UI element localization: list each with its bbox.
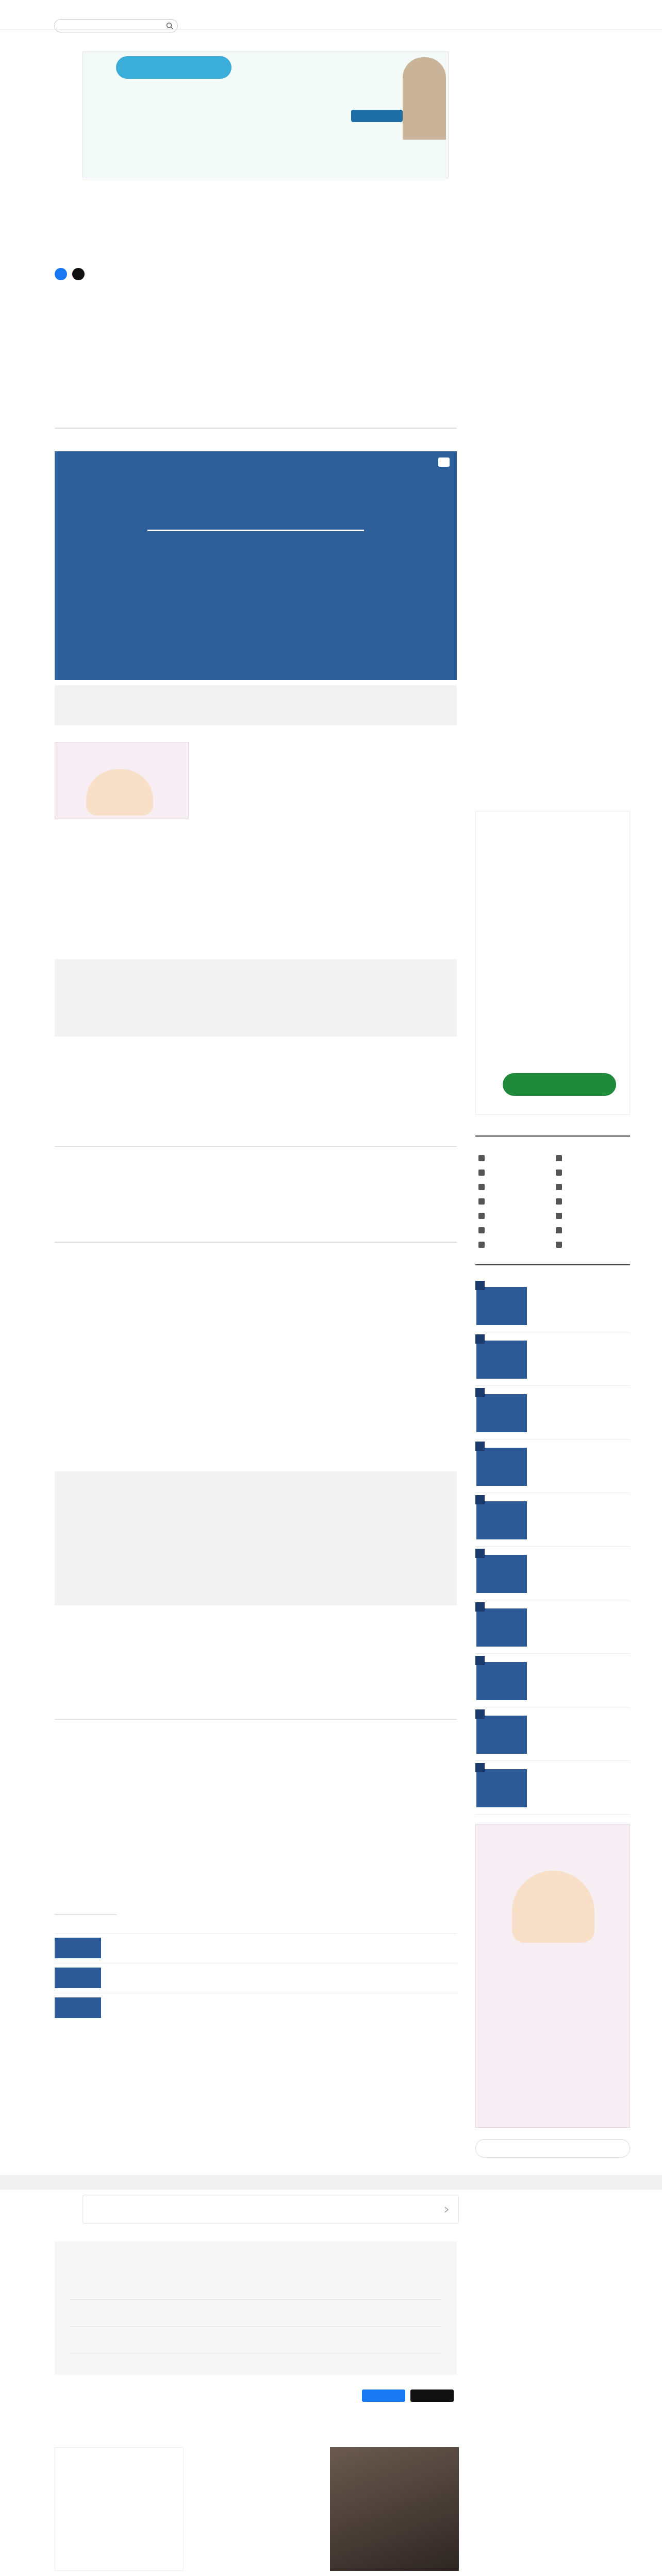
- card-image: [55, 2447, 184, 2571]
- category-link[interactable]: [553, 1166, 625, 1179]
- gallery-icon[interactable]: [438, 457, 450, 467]
- rank-number: [475, 1549, 485, 1558]
- rank-number: [475, 1388, 485, 1397]
- problem-caption: [55, 685, 457, 725]
- category-link[interactable]: [475, 1166, 548, 1179]
- category-link[interactable]: [553, 1239, 625, 1251]
- star-icon: [556, 1155, 562, 1161]
- section-heading-explain: [55, 1236, 457, 1243]
- category-link[interactable]: [553, 1181, 625, 1193]
- category-link[interactable]: [553, 1152, 625, 1164]
- related-article-link[interactable]: [55, 1933, 457, 1962]
- facebook-share-icon[interactable]: [55, 268, 67, 280]
- category-link[interactable]: [475, 1195, 548, 1208]
- ranking-item[interactable]: [475, 1656, 630, 1707]
- ranking-thumb: [476, 1394, 527, 1432]
- next-article-bar[interactable]: [82, 2195, 459, 2224]
- ranking-thumb: [476, 1448, 527, 1486]
- ranking-heading: [475, 1260, 630, 1265]
- ranking-thumb: [476, 1287, 527, 1325]
- related-thumb: [55, 1997, 101, 2018]
- ranking-thumb: [476, 1608, 527, 1647]
- section-heading-summary: [55, 1714, 457, 1720]
- rank-number: [475, 1656, 485, 1665]
- x-share-button[interactable]: [410, 2389, 454, 2402]
- manga-ad[interactable]: [55, 742, 189, 819]
- hero-divider: [147, 530, 364, 531]
- ball-icon: [478, 1184, 485, 1190]
- ranking-item[interactable]: [475, 1388, 630, 1439]
- cloud-service-ad[interactable]: [475, 811, 630, 1115]
- ad-open-button[interactable]: [503, 1073, 616, 1096]
- banner-tag: [116, 56, 231, 79]
- related-thumb: [55, 1968, 101, 1988]
- ranking-item[interactable]: [475, 1709, 630, 1761]
- related-thumb: [55, 1938, 101, 1958]
- ranking-item[interactable]: [475, 1549, 630, 1600]
- phone-icon: [478, 1242, 485, 1248]
- map-pin-icon: [556, 1213, 562, 1219]
- sidebar-manga-illustration: [512, 1871, 594, 1943]
- rank-number: [475, 1709, 485, 1719]
- search-icon[interactable]: [166, 22, 173, 29]
- ranking-thumb: [476, 1501, 527, 1539]
- section-separator: [0, 2175, 662, 2190]
- back-to-top-button[interactable]: [475, 2139, 630, 2158]
- car-icon: [478, 1198, 485, 1205]
- category-link[interactable]: [475, 1210, 548, 1222]
- related-article-link[interactable]: [55, 1993, 457, 2022]
- category-link[interactable]: [553, 1224, 625, 1236]
- other-articles-label: [55, 1914, 117, 1915]
- top-bar: [0, 0, 662, 30]
- ranking-item[interactable]: [475, 1442, 630, 1493]
- leaf-icon: [556, 1184, 562, 1190]
- lipstick-icon: [478, 1213, 485, 1219]
- category-link[interactable]: [553, 1195, 625, 1208]
- chevron-right-icon: [444, 2207, 449, 2213]
- seminar-banner[interactable]: [82, 52, 449, 178]
- ranking-thumb: [476, 1716, 527, 1754]
- rank-number: [475, 1602, 485, 1612]
- rank-number: [475, 1763, 485, 1772]
- section-heading-problem: [55, 422, 457, 429]
- banner-badge: [351, 110, 403, 122]
- ranking-thumb: [476, 1662, 527, 1700]
- ranking-item[interactable]: [475, 1763, 630, 1815]
- plane-icon: [556, 1227, 562, 1233]
- ranking-item[interactable]: [475, 1281, 630, 1332]
- ranking-thumb: [476, 1555, 527, 1593]
- category-link[interactable]: [553, 1210, 625, 1222]
- ranking-item[interactable]: [475, 1334, 630, 1386]
- category-link[interactable]: [475, 1239, 548, 1251]
- yen-icon: [556, 1198, 562, 1205]
- square-root-list: [55, 1471, 457, 1605]
- ranking-item[interactable]: [475, 1602, 630, 1654]
- related-article-item[interactable]: [70, 2301, 441, 2327]
- home-icon: [478, 1155, 485, 1161]
- fork-icon: [478, 1170, 485, 1176]
- sidebar-manga-ad[interactable]: [475, 1824, 630, 2128]
- category-link[interactable]: [475, 1152, 548, 1164]
- ranking-thumb: [476, 1769, 527, 1807]
- manga-illustration: [86, 769, 153, 816]
- category-link[interactable]: [475, 1224, 548, 1236]
- search-input[interactable]: [54, 19, 178, 32]
- related-articles-box: [55, 2241, 457, 2375]
- x-share-icon[interactable]: [72, 268, 85, 280]
- ranking-thumb: [476, 1341, 527, 1379]
- rank-number: [475, 1281, 485, 1290]
- rank-number: [475, 1442, 485, 1451]
- section-heading-answer: [55, 1141, 457, 1147]
- category-heading: [475, 1131, 630, 1137]
- lecturer-photo: [403, 57, 446, 140]
- paw-icon: [478, 1227, 485, 1233]
- rank-number: [475, 1334, 485, 1344]
- news-icon: [556, 1170, 562, 1176]
- related-article-link[interactable]: [55, 1963, 457, 1992]
- ranking-item[interactable]: [475, 1495, 630, 1547]
- book-icon: [556, 1242, 562, 1248]
- problem-image: [55, 451, 457, 680]
- rank-number: [475, 1495, 485, 1504]
- mnemonic-box: [55, 959, 457, 1037]
- related-article-item[interactable]: [70, 2274, 441, 2300]
- card-photo: [330, 2447, 459, 2571]
- facebook-share-button[interactable]: [362, 2389, 405, 2402]
- related-article-item[interactable]: [70, 2328, 441, 2353]
- category-link[interactable]: [475, 1181, 548, 1193]
